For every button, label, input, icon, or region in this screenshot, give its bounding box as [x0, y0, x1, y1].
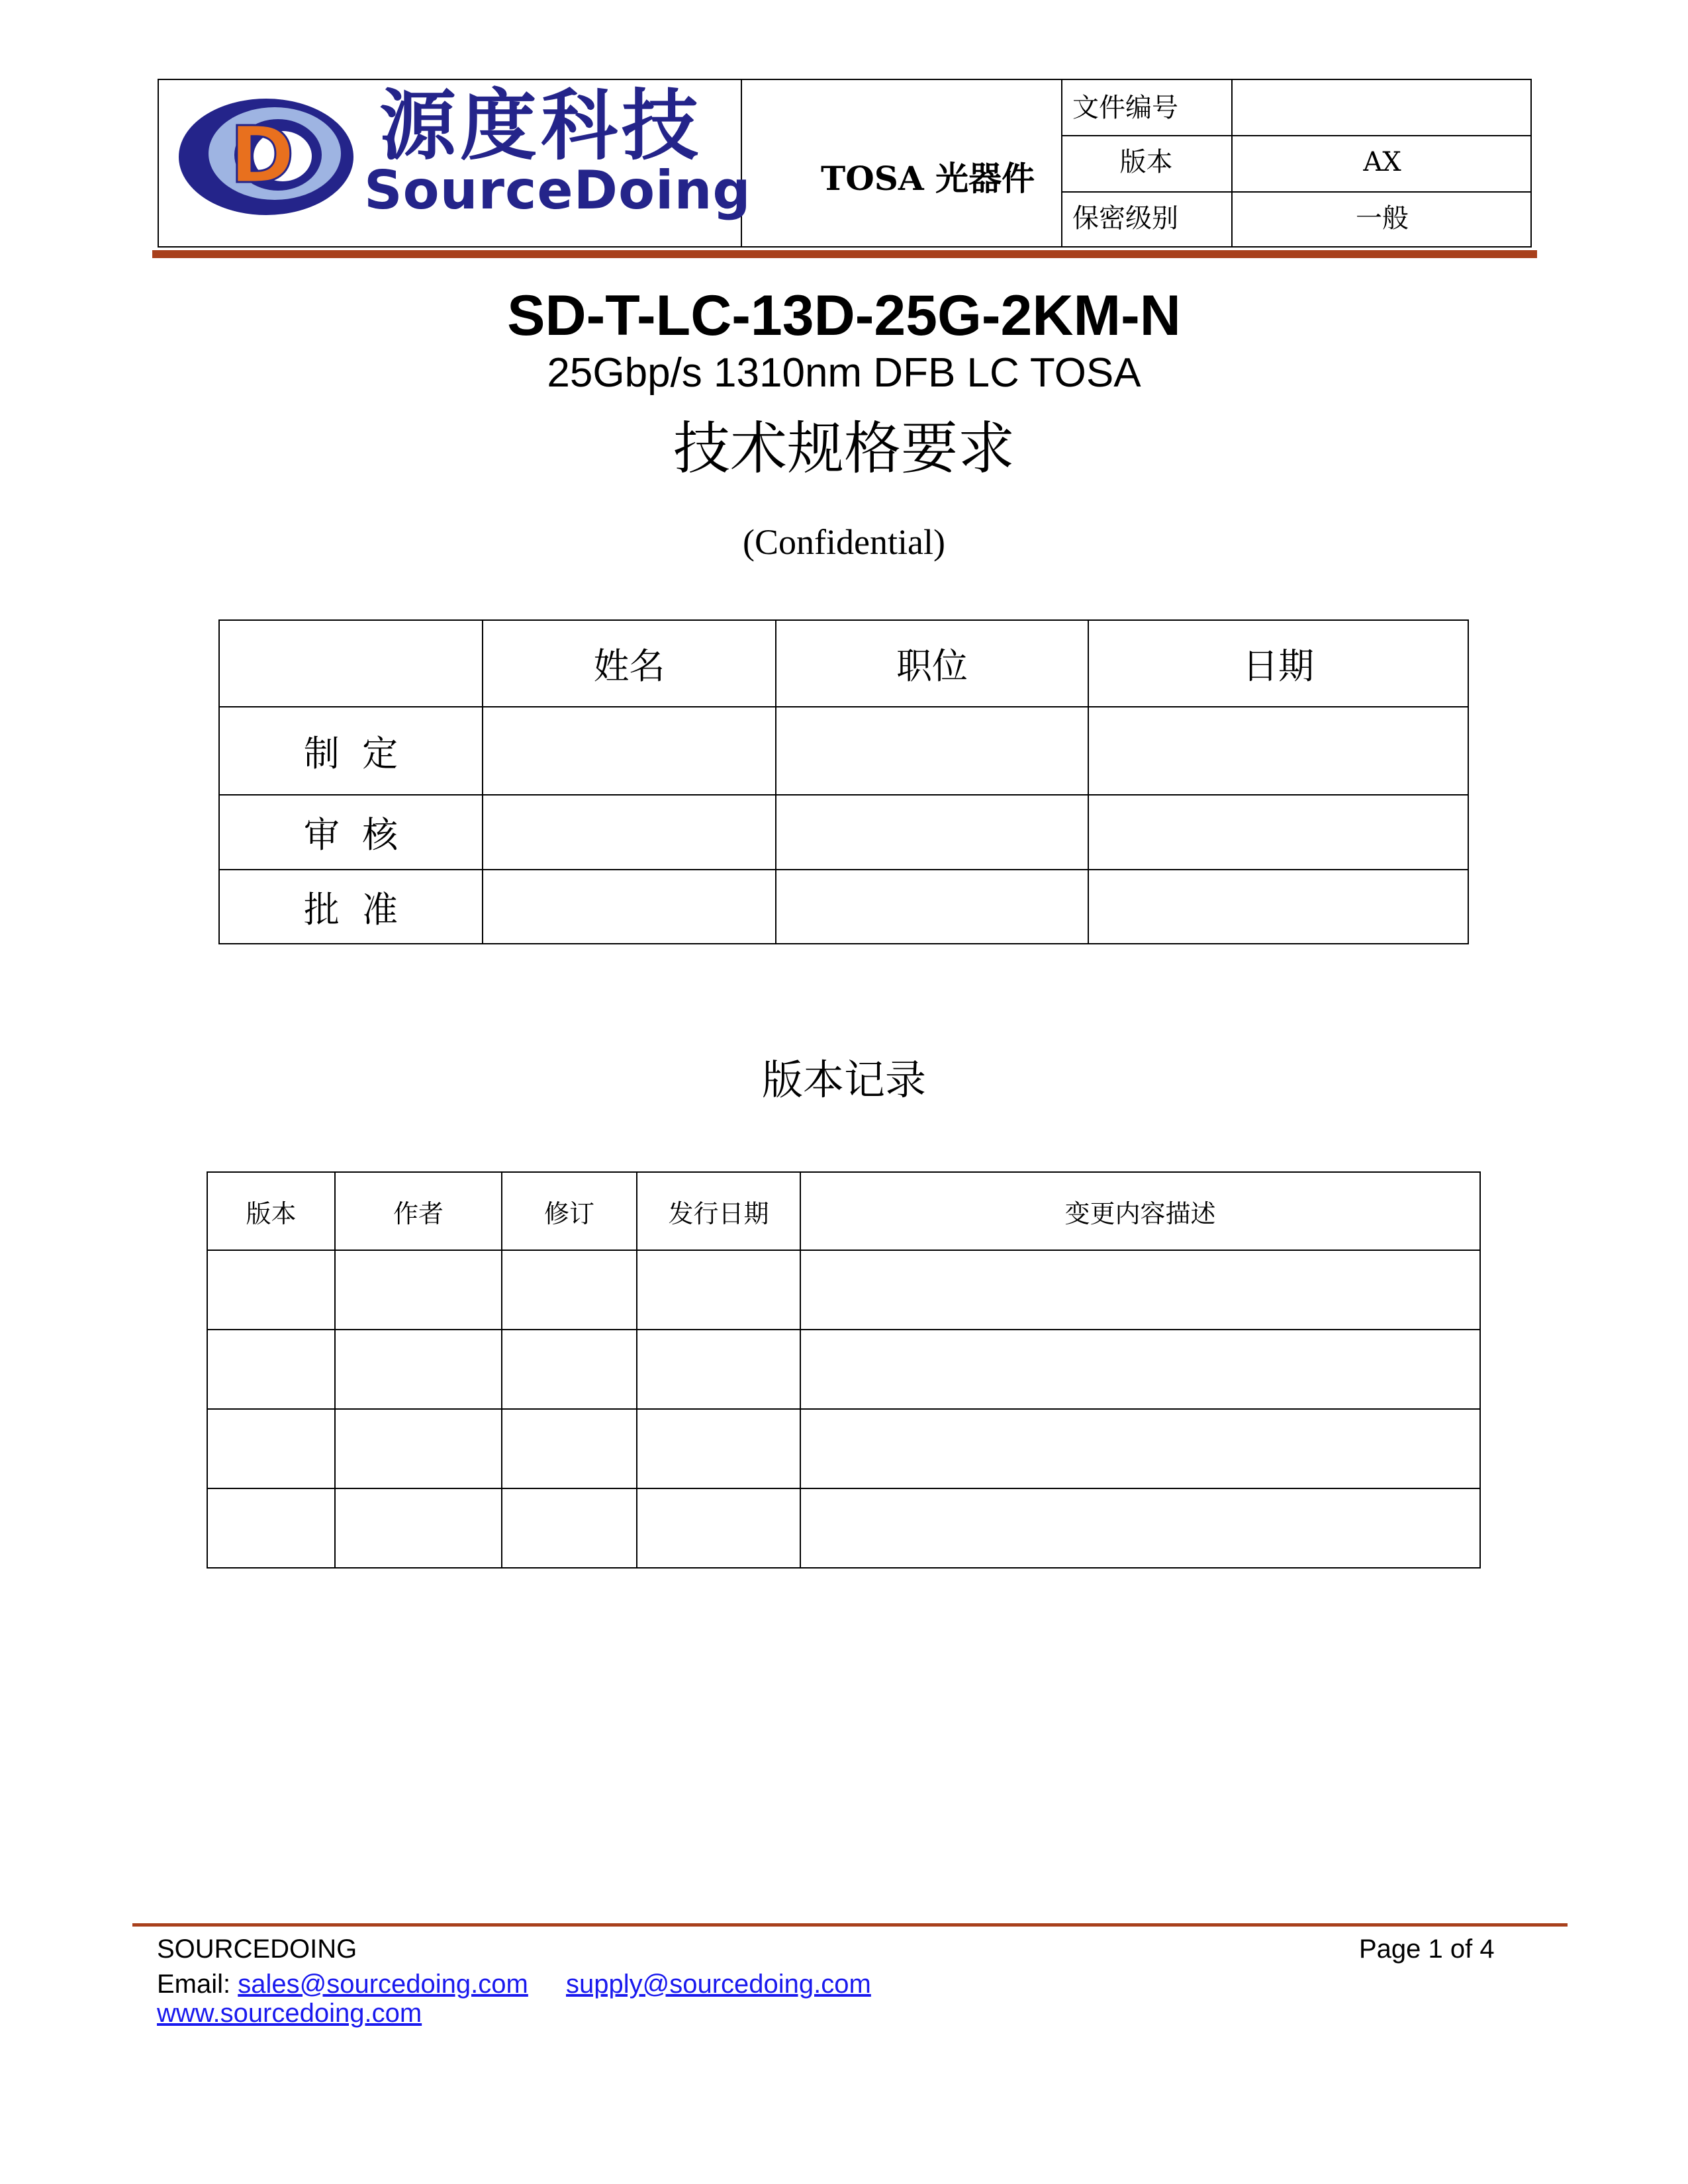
version-value: AX	[1363, 147, 1401, 177]
revision-column-header: 版本	[207, 1172, 335, 1250]
signoff-column-header	[219, 620, 483, 707]
signoff-table	[218, 619, 1469, 944]
revision-cell	[800, 1330, 1480, 1409]
signoff-header-row	[219, 620, 1468, 707]
revision-column-header: 作者	[335, 1172, 502, 1250]
security-level-value: 一般	[1356, 203, 1409, 234]
signoff-cell	[776, 707, 1088, 795]
website-link-wrap	[157, 2000, 422, 2026]
security-level-label: 保密级别	[1072, 203, 1178, 234]
signoff-row	[219, 870, 1468, 944]
supply-email-link[interactable]: supply@sourcedoing.com	[566, 1970, 871, 1999]
revision-table	[207, 1171, 1481, 1569]
confidential-label: (Confidential)	[743, 522, 945, 562]
revision-cell	[637, 1488, 800, 1568]
revision-cell	[637, 1250, 800, 1330]
svg-text:D: D	[230, 109, 295, 201]
revision-cell	[637, 1409, 800, 1488]
email-label: Email:	[157, 1970, 238, 1999]
revision-row	[207, 1409, 1480, 1488]
signoff-cell	[483, 870, 776, 944]
logo-english-name: SourceDoing	[364, 159, 751, 221]
part-number-title: SD-T-LC-13D-25G-2KM-N	[507, 284, 1181, 347]
signoff-cell	[483, 795, 776, 870]
revision-cell	[800, 1250, 1480, 1330]
header-divider	[1061, 191, 1530, 193]
header-rule	[152, 250, 1537, 258]
revision-column-header: 变更内容描述	[800, 1172, 1480, 1250]
revision-cell	[502, 1330, 637, 1409]
revision-cell	[502, 1488, 637, 1568]
signoff-row	[219, 795, 1468, 870]
signoff-cell	[776, 870, 1088, 944]
revision-history-heading: 版本记录	[761, 1056, 926, 1104]
revision-cell	[207, 1488, 335, 1568]
signoff-row-label: 制 定	[219, 707, 483, 795]
revision-row	[207, 1330, 1480, 1409]
revision-cell	[207, 1409, 335, 1488]
signoff-cell	[776, 795, 1088, 870]
footer-company: SOURCEDOING	[157, 1934, 357, 1964]
revision-cell	[207, 1330, 335, 1409]
website-link[interactable]: www.sourcedoing.com	[157, 1999, 422, 2028]
header-divider	[1061, 135, 1530, 136]
revision-cell	[335, 1409, 502, 1488]
revision-cell	[335, 1488, 502, 1568]
revision-header-row	[207, 1172, 1480, 1250]
sales-email-link[interactable]: sales@sourcedoing.com	[238, 1970, 528, 1999]
signoff-column-header: 姓名	[483, 620, 776, 707]
revision-cell	[502, 1409, 637, 1488]
footer-email-row	[157, 1971, 528, 1997]
signoff-column-header: 日期	[1088, 620, 1468, 707]
revision-column-header: 发行日期	[637, 1172, 800, 1250]
document-title: 技术规格要求	[673, 416, 1015, 482]
signoff-cell	[1088, 707, 1468, 795]
product-subtitle: 25Gbp/s 1310nm DFB LC TOSA	[547, 350, 1141, 396]
revision-cell	[800, 1409, 1480, 1488]
revision-row	[207, 1250, 1480, 1330]
signoff-cell	[1088, 870, 1468, 944]
signoff-cell	[1088, 795, 1468, 870]
doc-number-label: 文件编号	[1072, 93, 1178, 123]
version-label: 版本	[1119, 147, 1173, 177]
revision-cell	[502, 1250, 637, 1330]
revision-cell	[207, 1250, 335, 1330]
revision-cell	[335, 1250, 502, 1330]
revision-row	[207, 1488, 1480, 1568]
signoff-row	[219, 707, 1468, 795]
product-type: TOSA 光器件	[821, 159, 1035, 198]
signoff-row-label: 审 核	[219, 795, 483, 870]
sourcedoing-logo-icon	[175, 93, 357, 222]
page-number: Page 1 of 4	[1359, 1934, 1495, 1964]
signoff-column-header: 职位	[776, 620, 1088, 707]
revision-cell	[335, 1330, 502, 1409]
logo-chinese-name: 源度科技	[379, 81, 702, 171]
supply-email-link-wrap	[566, 1971, 871, 1997]
revision-cell	[800, 1488, 1480, 1568]
revision-column-header: 修订	[502, 1172, 637, 1250]
signoff-cell	[483, 707, 776, 795]
signoff-row-label: 批 准	[219, 870, 483, 944]
revision-cell	[637, 1330, 800, 1409]
footer-rule	[132, 1923, 1568, 1927]
